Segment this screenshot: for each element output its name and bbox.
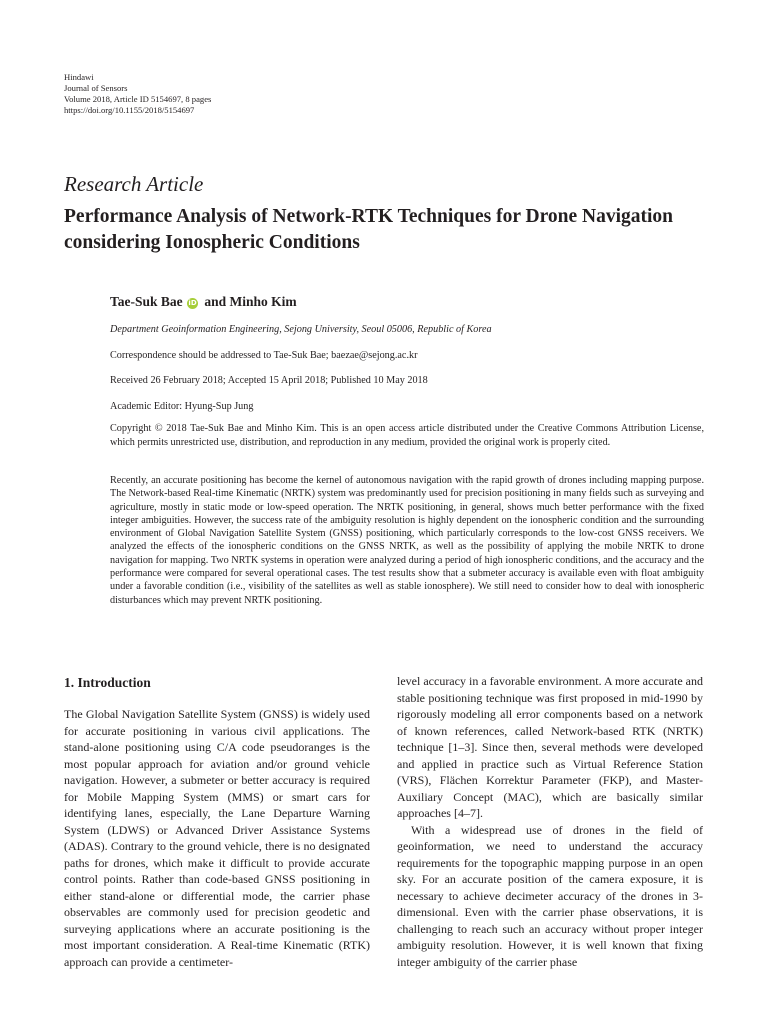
section-heading-introduction: 1. Introduction [64, 675, 151, 690]
publication-dates: Received 26 February 2018; Accepted 15 April 2018; Published 10 May 2018 [110, 375, 428, 386]
intro-paragraph-2: With a widespread use of drones in the field of geoinformation, we need to understand the accuracy requirements for the topographic mapping purpose in an open sky. For an accurate position of the camera exposure, it is necessary to achieve decimeter accuracy of the drones in 3-dimensional. Even with the carrier phase observations, it is challenging to reach such an accuracy without proper integer ambiguity resolution. However, it is well known that fixing integer ambiguity of the carrier phase [397, 822, 703, 969]
journal-name: Journal of Sensors [64, 83, 128, 93]
abstract: Recently, an accurate positioning has become the kernel of autonomous navigation with the rapid growth of drones including mapping purpose. The Network-based Real-time Kinematic (NRTK) system was predominantly used for precision positioning in many fields such as surveying and agriculture, mostly in static mode or low-speed operation. The NRTK positioning, in general, shows much better performance with the fixed integer ambiguities. However, the success rate of the ambiguity resolution is highly dependent on the ionospheric condition and the surrounding environment of Global Navigation Satellite System (GNSS) positioning, which particularly corresponds to the low-cost GNSS receivers. We analyzed the effects of the ionospheric conditions on the GNSS NRTK, as well as the possibility of applying the mobile NRTK to drone navigation for mapping. Two NRTK systems in operation were analyzed during a period of high ionospheric conditions, and the accuracy and the performance were compared for several operational cases. The test results show that a submeter accuracy is available even with float ambiguity under a favorable condition (i.e., visibility of the satellites as well as stable ionosphere). We still need to consider how to deal with ionospheric disturbances which may prevent NRTK positioning. [110, 475, 704, 606]
intro-paragraph-1: The Global Navigation Satellite System (GNSS) is widely used for accurate positioning in various civil applications. The stand-alone positioning using C/A code pseudoranges is the most popular approach for aviation and/or ground vehicle navigation. However, a submeter or better accuracy is required for Mobile Mapping System (MMS) or smart cars for identifying lanes, especially, the Lane Departure Warning System (LDWS) or Advanced Driver Assistance Systems (ADAS). Contrary to the ground vehicle, there is no designated paths for drones, which make it difficult to provide accurate control points. Rather than code-based GNSS positioning in either stand-alone or differential mode, the carrier phase observables are commonly used for precision geodetic and surveying applications where an accurate positioning is the most important consideration. A Real-time Kinematic (RTK) approach can provide a centimeter- [64, 707, 370, 969]
paper-title: Performance Analysis of Network-RTK Techniques for Drone Navigation considering Ionospheric Conditions [64, 206, 674, 253]
copyright-notice: Copyright © 2018 Tae-Suk Bae and Minho Kim. This is an open access article distributed under the Creative Commons Attribution License, which permits unrestricted use, distribution, and reproduction in any medium, provided the original work is properly cited. [110, 423, 704, 448]
author-line [110, 293, 297, 311]
left-column [64, 674, 370, 970]
author-first: Tae-Suk Bae [110, 294, 183, 309]
doi-link[interactable]: https://doi.org/10.1155/2018/5154697 [64, 105, 195, 115]
volume-line: Volume 2018, Article ID 5154697, 8 pages [64, 94, 212, 104]
journal-masthead [64, 72, 211, 116]
right-column [397, 673, 703, 970]
orcid-icon[interactable]: iD [188, 299, 197, 307]
publisher-name: Hindawi [64, 72, 94, 82]
correspondence: Correspondence should be addressed to Tae-Suk Bae; baezae@sejong.ac.kr [110, 350, 418, 361]
author-rest: and Minho Kim [204, 294, 297, 309]
article-type: Research Article [64, 172, 204, 196]
affiliation: Department Geoinformation Engineering, Sejong University, Seoul 05006, Republic of Korea [110, 324, 492, 335]
academic-editor: Academic Editor: Hyung-Sup Jung [110, 401, 254, 412]
intro-paragraph-1-continued: level accuracy in a favorable environment. A more accurate and stable positioning technique was first proposed in mid-1990 by rigorously modeling all error components based on a network of known references, called Network-based RTK (NRTK) technique [1–3]. Since then, several methods were developed and applied in practice such as Virtual Reference Station (VRS), Flächen Korrektur Parameter (FKP), and Master-Auxiliary Concept (MAC), which are basically similar approaches [4–7]. [397, 674, 703, 820]
